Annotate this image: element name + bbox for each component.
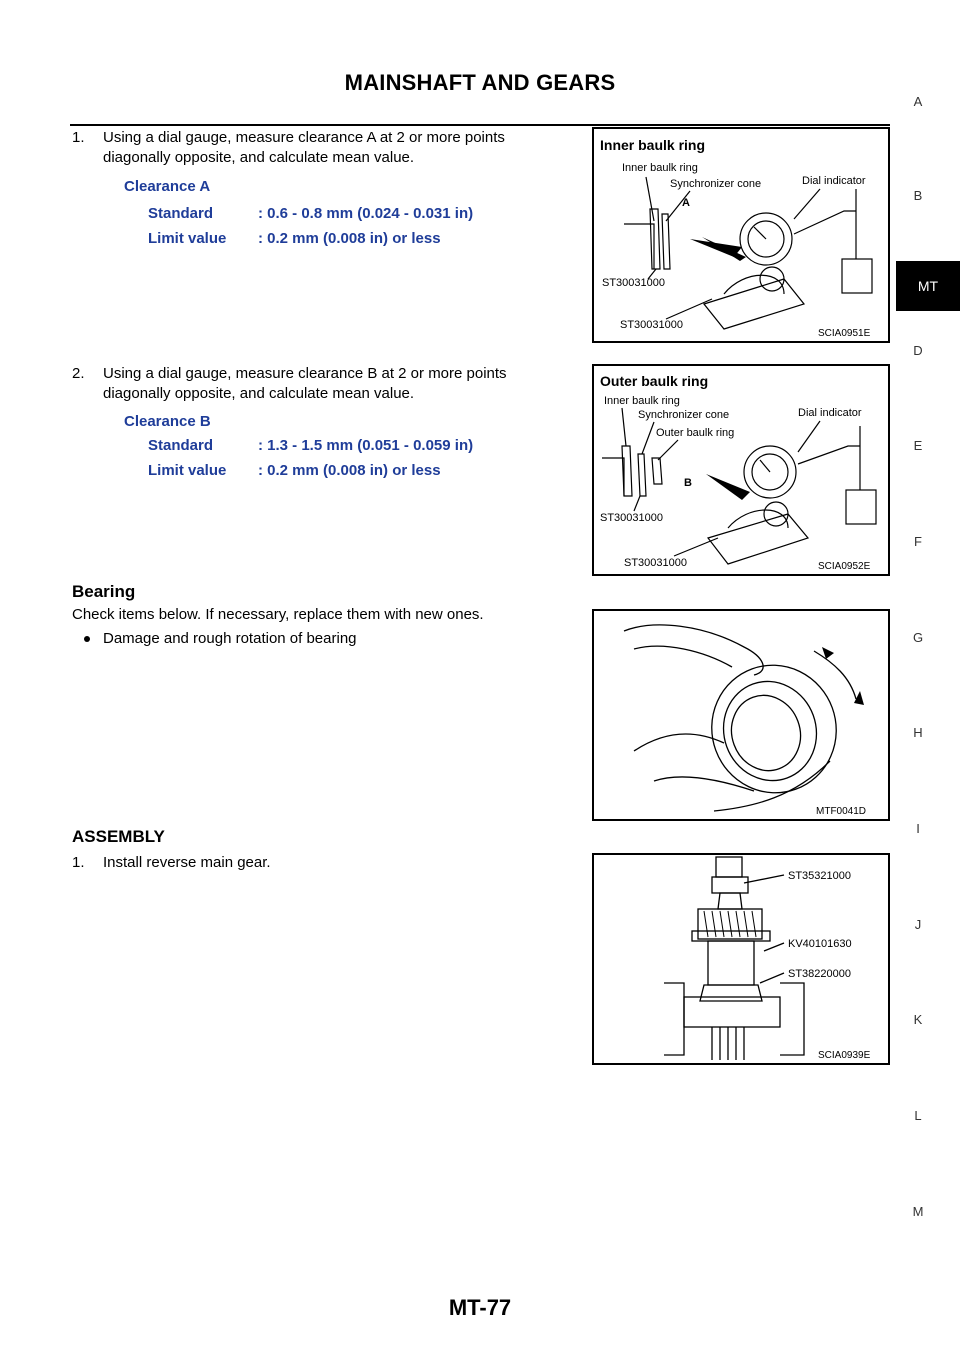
label-inner-baulk-ring: Inner baulk ring [622, 162, 698, 174]
figure-outer-baulk-ring [592, 364, 890, 576]
side-index-e[interactable]: E [913, 438, 923, 453]
side-index-j[interactable]: J [914, 917, 922, 932]
spec-title: Clearance B [124, 413, 211, 430]
spec-limit-label: Limit value [148, 230, 227, 247]
label-tool-1: ST30031000 [602, 277, 665, 289]
spec-standard-value: : 0.6 - 0.8 mm (0.024 - 0.031 in) [258, 205, 474, 222]
outer-ring-drawing [602, 408, 876, 564]
spec-limit-value: : 0.2 mm (0.008 in) or less [258, 462, 441, 479]
step-text-line1: Using a dial gauge, measure clearance B at 2 or more points [103, 365, 507, 382]
spec-limit-row [148, 462, 548, 482]
spec-standard-value: : 1.3 - 1.5 mm (0.051 - 0.059 in) [258, 437, 474, 454]
header-rule [70, 124, 890, 126]
label-synchronizer-cone: Synchronizer cone [670, 178, 762, 190]
figure-code: SCIA0939E [818, 1050, 871, 1061]
bearing-intro: Check items below. If necessary, replace them with new ones. [72, 606, 484, 623]
step-number: 1. [72, 854, 85, 871]
label-tool-1: ST30031000 [600, 512, 663, 524]
bullet-icon [84, 636, 90, 642]
press-drawing [664, 857, 804, 1060]
step-text-line2: diagonally opposite, and calculate mean value. [103, 385, 415, 402]
side-index-a[interactable]: A [913, 94, 923, 109]
bullet-item [84, 629, 564, 649]
arrow-icon [706, 474, 750, 500]
bullet-text: Damage and rough rotation of bearing [103, 630, 357, 647]
spec-limit-value: : 0.2 mm (0.008 in) or less [258, 230, 441, 247]
label-clearance-b: B [684, 477, 692, 489]
figure-title: Inner baulk ring [600, 137, 706, 153]
step-1 [72, 128, 572, 168]
figure-code: SCIA0952E [818, 561, 871, 572]
spec-title: Clearance A [124, 178, 211, 195]
section-heading-assembly: ASSEMBLY [72, 827, 165, 846]
step-text: Install reverse main gear. [103, 854, 271, 871]
label-tool-st35321000: ST35321000 [788, 870, 851, 882]
label-tool-st38220000: ST38220000 [788, 968, 851, 980]
label-tool-kv40101630: KV40101630 [788, 938, 852, 950]
side-index-m[interactable]: M [912, 1204, 924, 1219]
label-tool-2: ST30031000 [620, 319, 683, 331]
spec-standard-label: Standard [148, 437, 214, 454]
figure-code: MTF0041D [816, 806, 867, 817]
label-outer-baulk-ring: Outer baulk ring [656, 427, 735, 439]
step-number: 1. [72, 129, 85, 146]
side-index-mt-active[interactable]: MT [896, 261, 960, 311]
figure-code: SCIA0951E [818, 328, 871, 339]
bearing-drawing [624, 625, 856, 811]
spec-standard-row [148, 205, 548, 225]
side-index-h[interactable]: H [913, 725, 923, 740]
side-index-f[interactable]: F [914, 534, 922, 549]
section-heading-bearing: Bearing [72, 582, 136, 601]
side-index-d[interactable]: D [913, 343, 923, 358]
spec-standard-row [148, 437, 548, 457]
figure-bearing [592, 609, 890, 821]
step-2 [72, 364, 572, 404]
side-index-g[interactable]: G [912, 630, 924, 645]
label-tool-2: ST30031000 [624, 557, 687, 569]
gear-teeth [704, 911, 756, 937]
label-inner-baulk-ring: Inner baulk ring [604, 395, 680, 407]
label-dial-indicator: Dial indicator [798, 407, 862, 419]
side-index-b[interactable]: B [913, 188, 923, 203]
spec-limit-row [148, 230, 548, 250]
step-text-line1: Using a dial gauge, measure clearance A at 2 or more points [103, 129, 505, 146]
side-index-l[interactable]: L [914, 1108, 922, 1123]
side-index-k[interactable]: K [913, 1012, 923, 1027]
step-number: 2. [72, 365, 85, 382]
label-clearance-a: A [682, 197, 690, 209]
figure-title: Outer baulk ring [600, 373, 709, 389]
label-dial-indicator: Dial indicator [802, 175, 866, 187]
assembly-step-1 [72, 853, 572, 873]
spec-standard-label: Standard [148, 205, 214, 222]
inner-ring-drawing [624, 177, 872, 329]
page-number: MT-77 [448, 1295, 512, 1320]
side-index-i[interactable]: I [916, 821, 920, 836]
spec-limit-label: Limit value [148, 462, 227, 479]
label-synchronizer-cone: Synchronizer cone [638, 409, 730, 421]
step-text-line2: diagonally opposite, and calculate mean value. [103, 149, 415, 166]
page-title: MAINSHAFT AND GEARS [344, 70, 616, 95]
figure-assembly [592, 853, 890, 1065]
figure-inner-baulk-ring [592, 127, 890, 343]
